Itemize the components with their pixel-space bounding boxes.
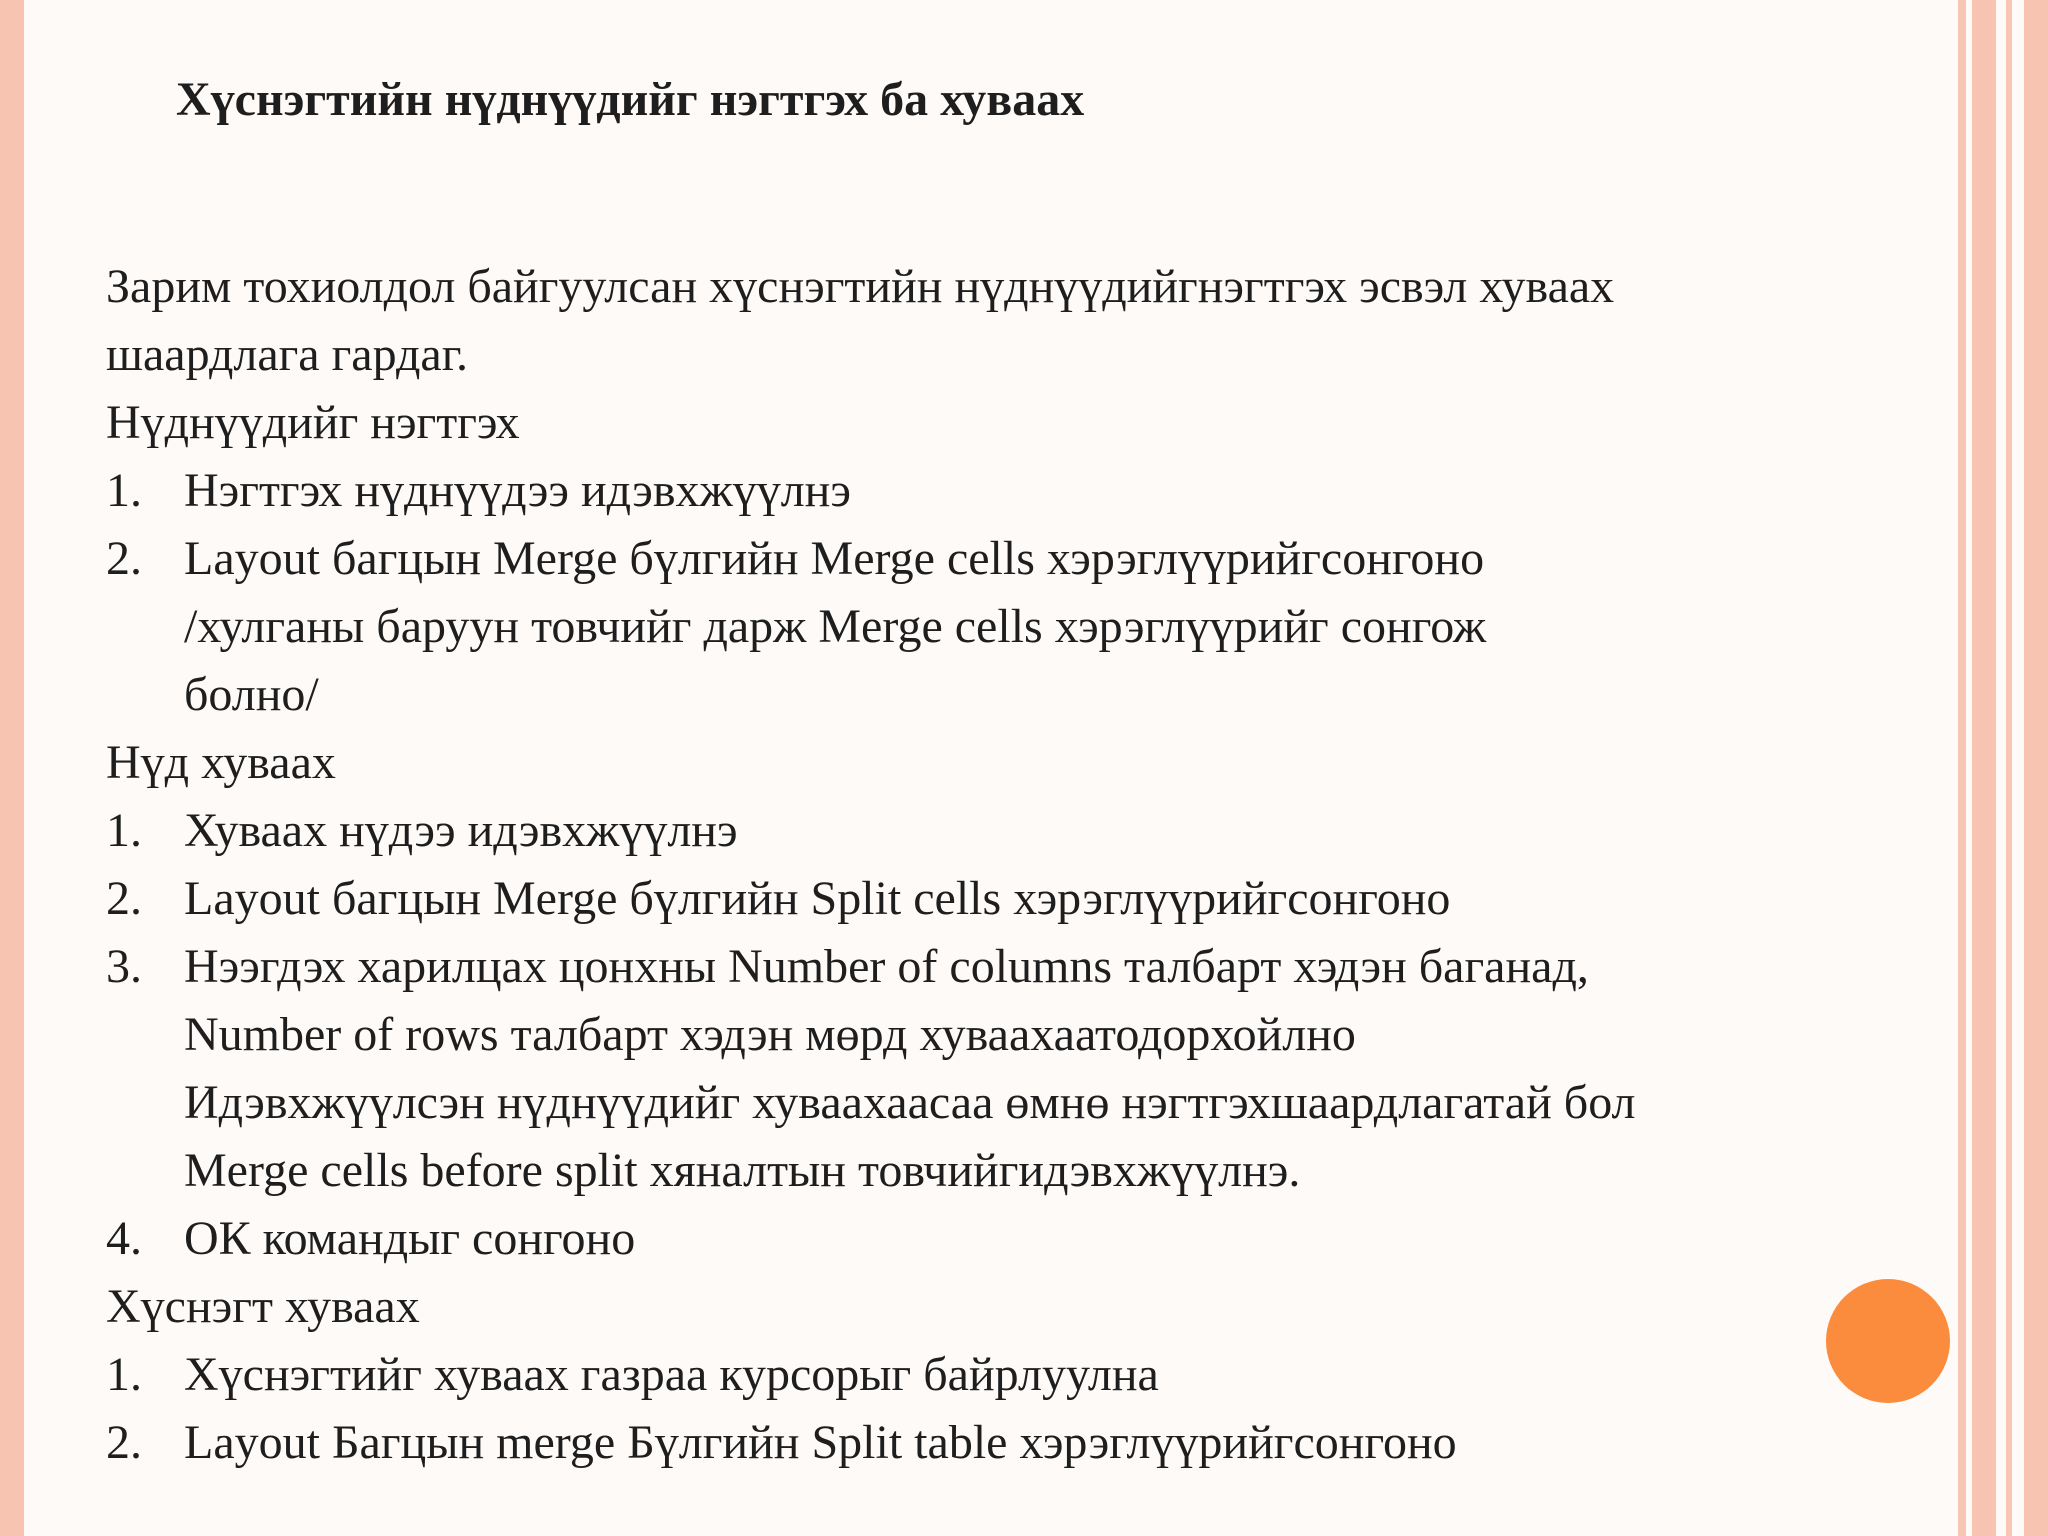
item-number: 2. bbox=[106, 532, 142, 585]
item-number: 4. bbox=[106, 1212, 142, 1265]
item-text: ОК командыг сонгоно bbox=[184, 1212, 636, 1265]
item-text: Merge cells before split хяналтын товчийгидэвхжүүлнэ. bbox=[184, 1144, 1301, 1197]
right-decorative-stripe bbox=[2006, 0, 2012, 1536]
item-number: 3. bbox=[106, 940, 142, 993]
right-decorative-stripe bbox=[1972, 0, 1996, 1536]
list-item bbox=[106, 1205, 1946, 1273]
steps-list bbox=[106, 797, 1946, 1273]
list-item bbox=[106, 525, 1946, 729]
item-text: Нэгтгэх нүднүүдээ идэвхжүүлнэ bbox=[184, 464, 851, 517]
item-text: Number of rows талбарт хэдэн мөрд хуваахаатодорхойлно bbox=[184, 1008, 1356, 1061]
item-text: Хуваах нүдээ идэвхжүүлнэ bbox=[184, 804, 738, 857]
item-text: Layout багцын Merge бүлгийн Split cells хэрэглүүрийгсонгоно bbox=[184, 872, 1451, 925]
section-split-cells bbox=[106, 729, 1946, 1273]
slide-title: Хүснэгтийн нүднүүдийг нэгтгэх ба хуваах bbox=[176, 73, 1085, 126]
item-text: Идэвхжүүлсэн нүднүүдийг хуваахаасаа өмнө нэгтгэхшаардлагатай бол bbox=[184, 1076, 1636, 1129]
section-merge-cells bbox=[106, 389, 1946, 729]
section-heading: Нүд хуваах bbox=[106, 736, 336, 789]
steps-list bbox=[106, 457, 1946, 729]
list-item bbox=[106, 865, 1946, 933]
intro-line: шаардлага гардаг. bbox=[106, 328, 468, 381]
item-number: 1. bbox=[106, 1348, 142, 1401]
right-decorative-stripe bbox=[2024, 0, 2048, 1536]
item-number: 2. bbox=[106, 872, 142, 925]
slide-body bbox=[106, 253, 1946, 1477]
right-decorative-stripe bbox=[1958, 0, 1966, 1536]
list-item bbox=[106, 1341, 1946, 1409]
item-text: /хулганы баруун товчийг дарж Merge cells хэрэглүүрийг сонгож bbox=[184, 600, 1487, 653]
list-item bbox=[106, 797, 1946, 865]
item-number: 2. bbox=[106, 1416, 142, 1469]
section-heading: Хүснэгт хуваах bbox=[106, 1280, 420, 1333]
section-heading: Нүднүүдийг нэгтгэх bbox=[106, 396, 520, 449]
item-number: 1. bbox=[106, 464, 142, 517]
item-text: Нээгдэх харилцах цонхны Number of columns талбарт хэдэн баганад, bbox=[184, 940, 1589, 993]
item-number: 1. bbox=[106, 804, 142, 857]
list-item bbox=[106, 1409, 1946, 1477]
item-text: Хүснэгтийг хуваах газраа курсорыг байрлуулна bbox=[184, 1348, 1159, 1401]
steps-list bbox=[106, 1341, 1946, 1477]
item-text: Layout Багцын merge Бүлгийн Split table хэрэглүүрийгсонгоно bbox=[184, 1416, 1457, 1469]
intro-line: Зарим тохиолдол байгуулсан хүснэгтийн нүднүүдийгнэгтгэх эсвэл хуваах bbox=[106, 260, 1615, 313]
item-text: Layout багцын Merge бүлгийн Merge cells хэрэглүүрийгсонгоно bbox=[184, 532, 1485, 585]
section-split-table bbox=[106, 1273, 1946, 1477]
item-text: болно/ bbox=[184, 668, 319, 721]
intro-paragraph bbox=[106, 253, 1946, 389]
list-item bbox=[106, 933, 1946, 1205]
list-item bbox=[106, 457, 1946, 525]
left-decorative-bar bbox=[0, 0, 24, 1536]
